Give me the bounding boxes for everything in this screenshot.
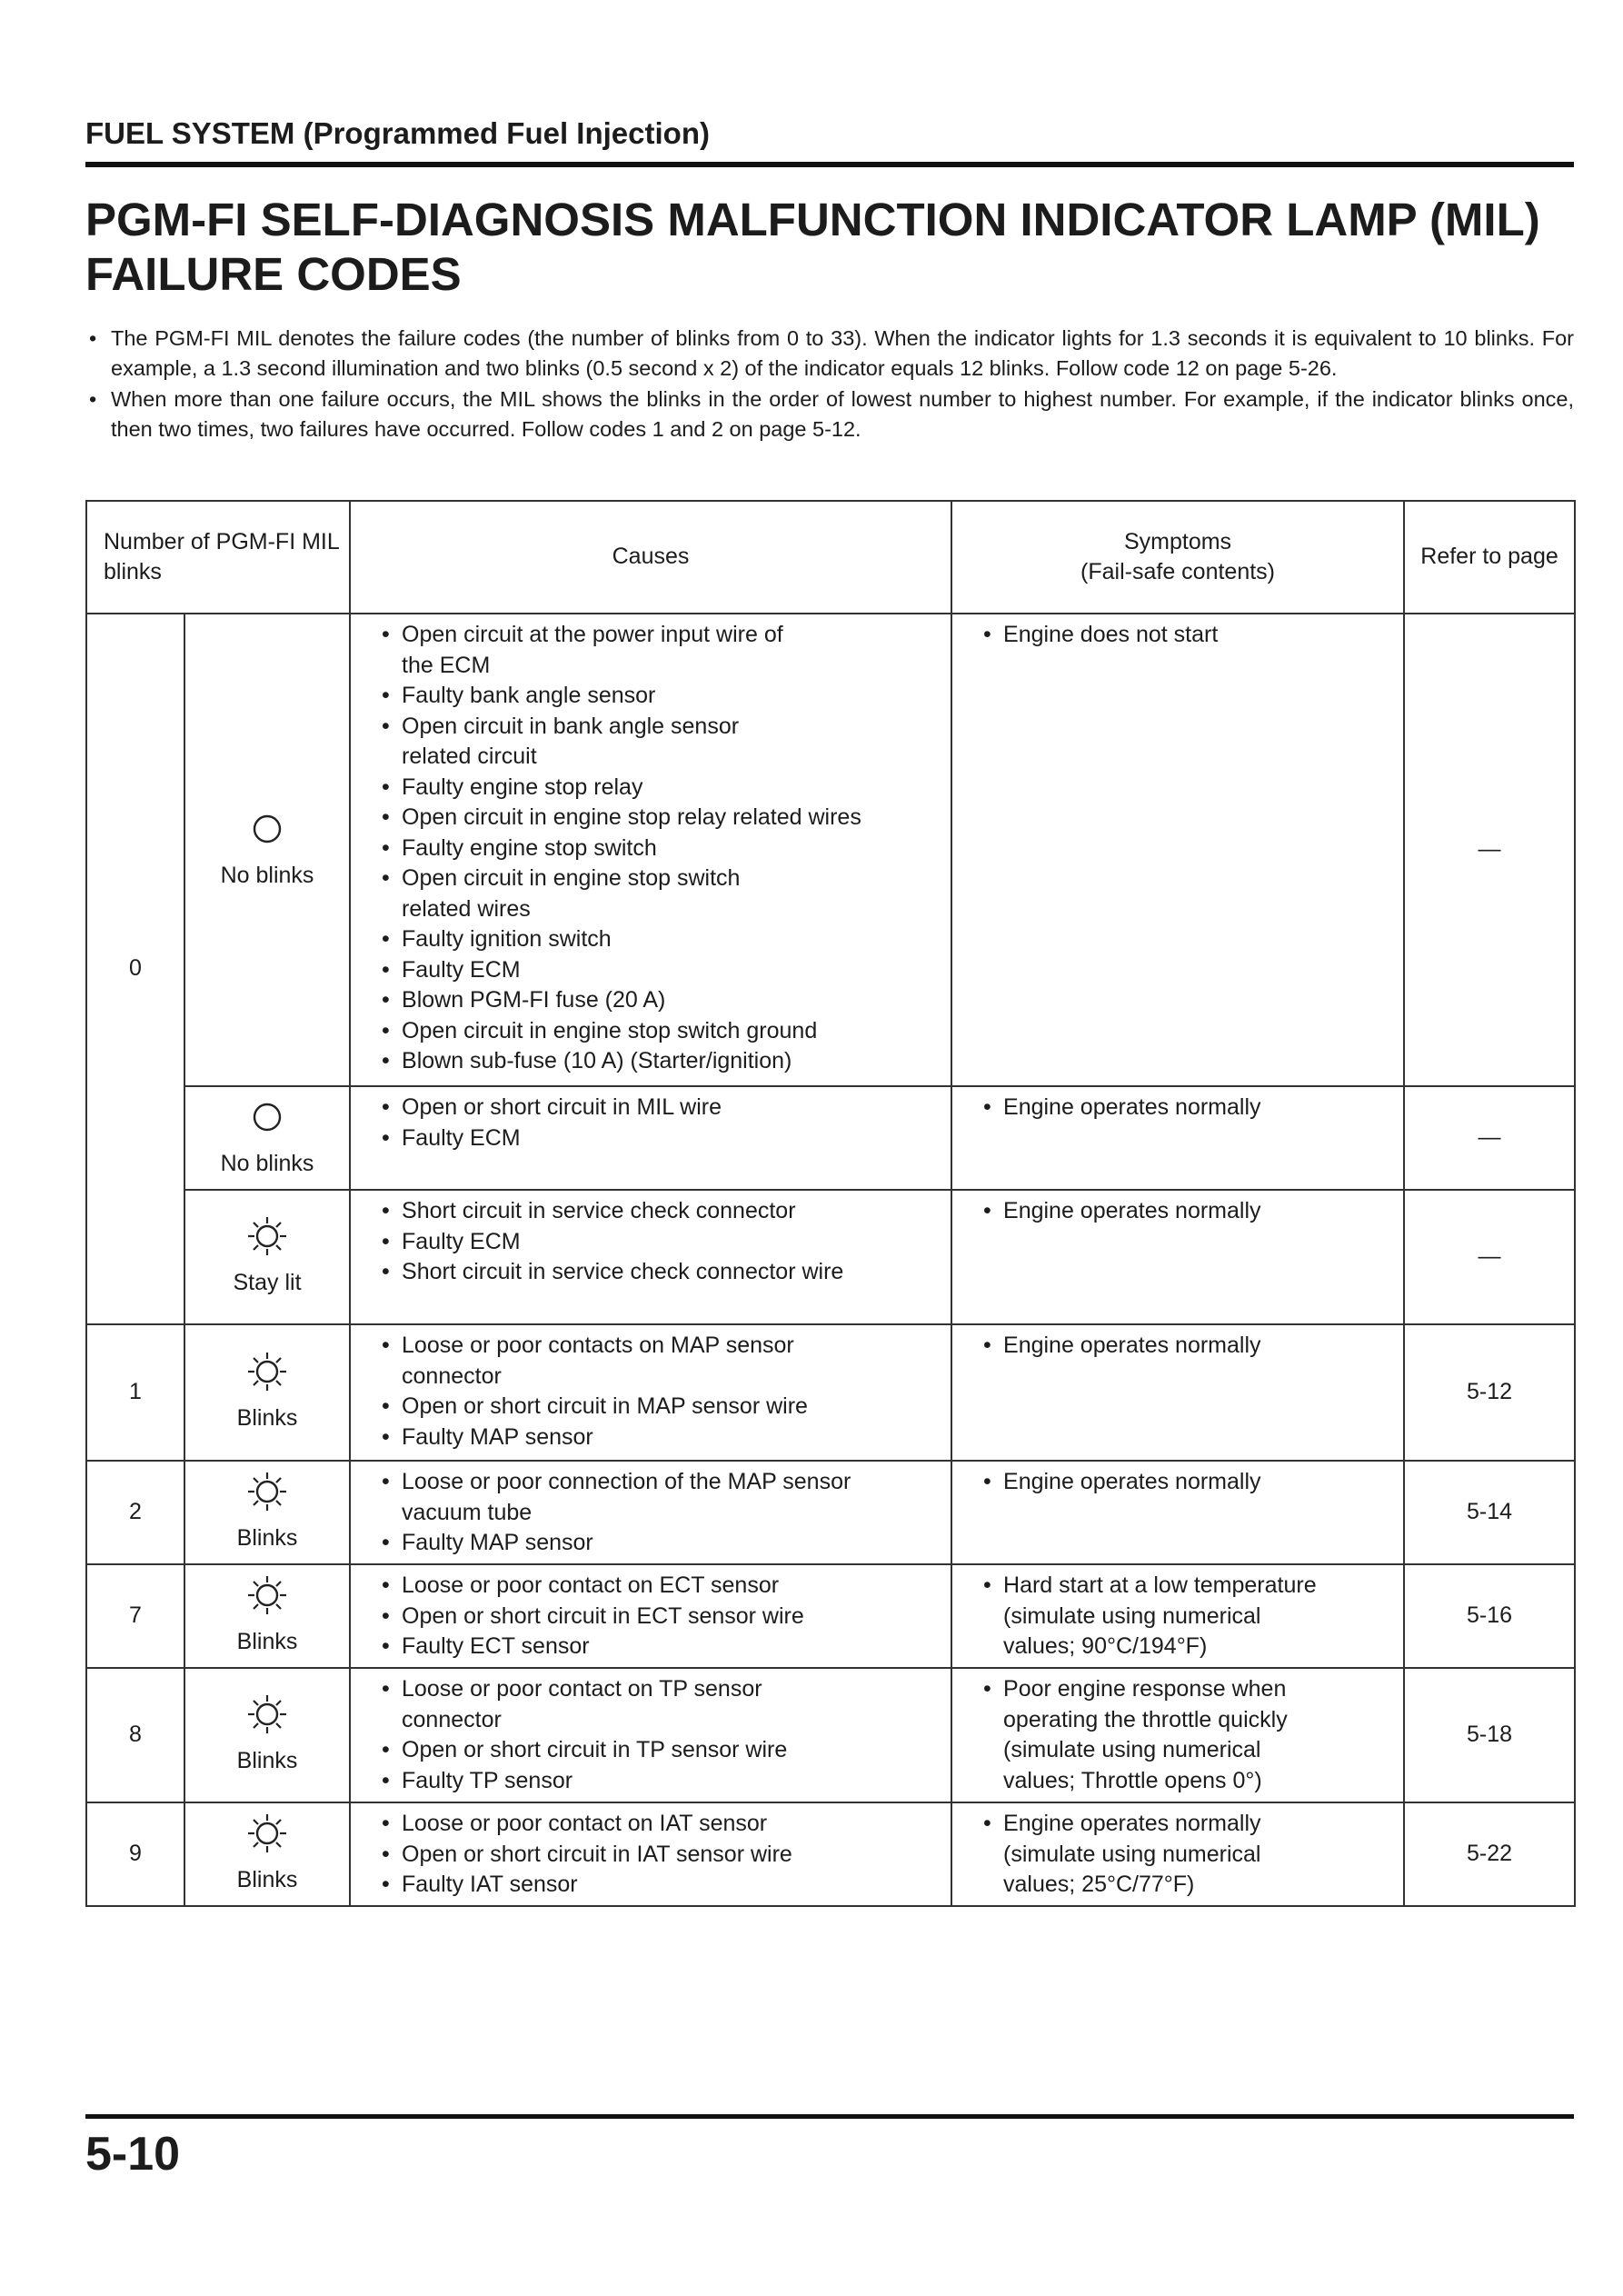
note-item: • The PGM-FI MIL denotes the failure codes (the number of blinks from 0 to 33). When the indicator lights for 1.3 seconds it is equivalent to 10 blinks. For example, a 1.3 second illumination and two blinks (0.5 second x 2) of the indicator equals 12 blinks. Follow code 12 on page 5-26. (85, 324, 1574, 384)
cause-list (382, 1571, 943, 1662)
lamp-lit-icon (247, 1216, 287, 1256)
table-row (86, 1802, 1575, 1906)
cause-item (382, 1196, 943, 1227)
page-title-line-1: PGM-FI SELF-DIAGNOSIS MALFUNCTION INDICATOR LAMP (MIL) (85, 194, 1540, 245)
header-causes: Causes (350, 501, 951, 614)
code-cell: 0 (86, 614, 184, 1324)
cause-item (382, 1632, 943, 1662)
cause-list (382, 1809, 943, 1901)
lamp-cell (184, 1086, 350, 1190)
table-header-row (86, 501, 1575, 614)
cause-line: • Open circuit in engine stop switch (402, 865, 741, 891)
causes-cell (350, 1802, 951, 1906)
cause-list (382, 1467, 943, 1559)
cause-item (382, 1571, 943, 1602)
lamp-lit-icon (247, 1472, 287, 1512)
cause-list (382, 1196, 943, 1288)
cause-line: • Loose or poor contact on IAT sensor (402, 1811, 768, 1836)
symptom-line: • Engine does not start (1003, 622, 1219, 647)
code-cell: 7 (86, 1564, 184, 1668)
header-symptoms-title: Symptoms (1123, 528, 1232, 554)
symptom-list (983, 1331, 1396, 1362)
cause-line: the ECM (402, 652, 491, 678)
causes-cell (350, 1461, 951, 1564)
symptom-item (983, 1196, 1396, 1227)
header-symptoms-sub: (Fail-safe contents) (1080, 559, 1275, 584)
cause-line: • Faulty engine stop relay (402, 774, 643, 800)
table-row (86, 1668, 1575, 1802)
symptom-item (983, 1467, 1396, 1498)
symptom-list (983, 1467, 1396, 1498)
table-row (86, 1324, 1575, 1461)
symptom-line: • Engine operates normally (1003, 1094, 1261, 1120)
symptom-line: • Engine operates normally (1003, 1469, 1261, 1494)
cause-line: • Short circuit in service check connector (402, 1198, 796, 1223)
lamp-label: Blinks (236, 1867, 298, 1892)
lamp-cell (184, 1190, 350, 1324)
symptom-list (983, 1571, 1396, 1662)
table-row (86, 1190, 1575, 1324)
symptoms-cell (951, 1668, 1404, 1802)
cause-item (382, 1840, 943, 1871)
table-row (86, 614, 1575, 1086)
symptom-item (983, 620, 1396, 651)
cause-line: • Open or short circuit in MIL wire (402, 1094, 722, 1120)
lamp-lit-icon (247, 1813, 287, 1853)
cause-item (382, 1093, 943, 1123)
cause-line: • Faulty ECM (402, 956, 521, 983)
cause-line: • Open circuit in engine stop relay related wires (402, 804, 861, 830)
causes-cell (350, 1086, 951, 1190)
symptom-list (983, 1674, 1396, 1796)
cause-item (382, 712, 943, 773)
lamp-label: No blinks (220, 1151, 314, 1176)
cause-line: • Open or short circuit in TP sensor wire (402, 1737, 788, 1762)
cause-line: • Faulty engine stop switch (402, 834, 657, 861)
causes-cell (350, 614, 951, 1086)
notes-list (85, 324, 1574, 445)
lamp-label: No blinks (220, 863, 314, 888)
symptom-item (983, 1093, 1396, 1123)
cause-line: connector (402, 1706, 502, 1732)
cause-item (382, 1766, 943, 1797)
symptoms-cell (951, 1802, 1404, 1906)
cause-line: • Blown PGM-FI fuse (20 A) (402, 987, 666, 1013)
cause-item (382, 803, 943, 834)
cause-item (382, 620, 943, 681)
refer-page-cell: 5-14 (1404, 1461, 1575, 1564)
lamp-label: Blinks (236, 1405, 298, 1431)
symptom-line: (simulate using numerical (1003, 1602, 1261, 1629)
cause-line: • Open circuit at the power input wire of (402, 622, 783, 647)
cause-item (382, 955, 943, 986)
symptom-item (983, 1674, 1396, 1796)
cause-line: vacuum tube (402, 1499, 533, 1525)
symptom-line: (simulate using numerical (1003, 1737, 1261, 1762)
lamp-label: Blinks (236, 1629, 298, 1654)
refer-page-cell: 5-22 (1404, 1802, 1575, 1906)
causes-cell (350, 1564, 951, 1668)
cause-line: • Loose or poor contacts on MAP sensor (402, 1333, 794, 1358)
cause-item (382, 1528, 943, 1559)
symptom-list (983, 620, 1396, 651)
cause-line: • Loose or poor connection of the MAP sensor (402, 1469, 851, 1494)
cause-line: connector (402, 1363, 502, 1389)
symptoms-cell (951, 1324, 1404, 1461)
lamp-cell (184, 1802, 350, 1906)
symptom-line: • Engine operates normally (1003, 1811, 1261, 1836)
symptom-list (983, 1196, 1396, 1227)
symptom-line: values; 25°C/77°F) (1003, 1872, 1195, 1897)
refer-page-cell: — (1404, 1190, 1575, 1324)
cause-line: • Loose or poor contact on ECT sensor (402, 1572, 780, 1598)
cause-line: • Faulty ECM (402, 1124, 521, 1151)
cause-line: related wires (402, 895, 531, 922)
lamp-lit-icon (247, 1352, 287, 1392)
header-refer: Refer to page (1404, 501, 1575, 614)
symptom-line: • Poor engine response when (1003, 1676, 1287, 1702)
cause-item (382, 1423, 943, 1453)
symptom-list (983, 1093, 1396, 1123)
symptom-item (983, 1331, 1396, 1362)
cause-line: • Open or short circuit in ECT sensor wire (402, 1602, 804, 1629)
code-cell: 9 (86, 1802, 184, 1906)
cause-line: • Faulty ECM (402, 1228, 521, 1254)
lamp-lit-icon (247, 1575, 287, 1615)
note-item: • When more than one failure occurs, the MIL shows the blinks in the order of lowest number to highest number. For example, if the indicator blinks once, then two times, two failures have occurred. Follow codes 1 and 2 on page 5-12. (85, 384, 1574, 444)
table-row (86, 1461, 1575, 1564)
header-rule (85, 162, 1574, 167)
cause-item (382, 1227, 943, 1258)
cause-line: • Faulty MAP sensor (402, 1423, 593, 1450)
cause-item (382, 834, 943, 864)
cause-line: • Faulty ECT sensor (402, 1633, 590, 1659)
cause-item (382, 1602, 943, 1632)
code-cell: 8 (86, 1668, 184, 1802)
lamp-off-icon (247, 1097, 287, 1137)
symptom-item (983, 1571, 1396, 1662)
cause-line: • Open or short circuit in MAP sensor wire (402, 1393, 808, 1419)
lamp-cell (184, 1461, 350, 1564)
cause-item (382, 1467, 943, 1528)
lamp-cell (184, 1564, 350, 1668)
symptom-list (983, 1809, 1396, 1901)
cause-item (382, 1392, 943, 1423)
cause-item (382, 1331, 943, 1392)
page-number: 5-10 (85, 2128, 181, 2181)
cause-line: • Blown sub-fuse (10 A) (Starter/ignition) (402, 1048, 792, 1073)
cause-list (382, 1331, 943, 1452)
causes-cell (350, 1190, 951, 1324)
refer-page-cell: — (1404, 614, 1575, 1086)
cause-item (382, 1735, 943, 1766)
cause-item (382, 1257, 943, 1288)
lamp-cell (184, 1324, 350, 1461)
lamp-cell (184, 614, 350, 1086)
refer-page-cell: 5-12 (1404, 1324, 1575, 1461)
cause-line: • Loose or poor contact on TP sensor (402, 1676, 762, 1702)
cause-item (382, 1870, 943, 1901)
cause-item (382, 681, 943, 712)
cause-line: • Faulty IAT sensor (402, 1872, 578, 1897)
table-row (86, 1086, 1575, 1190)
section-header: FUEL SYSTEM (Programmed Fuel Injection) (85, 116, 710, 150)
cause-item (382, 924, 943, 955)
lamp-label: Stay lit (233, 1270, 302, 1295)
lamp-lit-icon (247, 1694, 287, 1734)
causes-cell (350, 1324, 951, 1461)
cause-list (382, 1093, 943, 1153)
symptom-line: • Hard start at a low temperature (1003, 1572, 1317, 1598)
cause-item (382, 1123, 943, 1154)
cause-line: • Faulty TP sensor (402, 1767, 573, 1793)
lamp-label: Blinks (236, 1748, 298, 1773)
cause-item (382, 1046, 943, 1077)
refer-page-cell: — (1404, 1086, 1575, 1190)
symptom-line: values; 90°C/194°F) (1003, 1633, 1208, 1659)
cause-item (382, 985, 943, 1016)
cause-item (382, 1674, 943, 1735)
cause-line: • Open circuit in bank angle sensor (402, 713, 740, 739)
header-symptoms (951, 501, 1404, 614)
cause-line: • Faulty ignition switch (402, 926, 612, 952)
lamp-label: Blinks (236, 1525, 298, 1551)
cause-line: related circuit (402, 744, 537, 769)
cause-item (382, 1016, 943, 1047)
cause-item (382, 1809, 943, 1840)
lamp-cell (184, 1668, 350, 1802)
symptom-item (983, 1809, 1396, 1901)
cause-item (382, 863, 943, 924)
cause-line: • Open or short circuit in IAT sensor wire (402, 1841, 792, 1867)
cause-line: • Short circuit in service check connector wire (402, 1259, 844, 1284)
symptom-line: • Engine operates normally (1003, 1333, 1261, 1358)
symptoms-cell (951, 614, 1404, 1086)
symptom-line: (simulate using numerical (1003, 1841, 1261, 1867)
cause-line: • Open circuit in engine stop switch ground (402, 1017, 818, 1043)
cause-line: • Faulty bank angle sensor (402, 683, 656, 708)
failure-codes-table (85, 500, 1576, 1907)
symptom-line: • Engine operates normally (1003, 1198, 1261, 1223)
page-title-line-2: FAILURE CODES (85, 248, 462, 300)
cause-line: • Faulty MAP sensor (402, 1530, 593, 1555)
symptom-line: operating the throttle quickly (1003, 1706, 1288, 1732)
cause-list (382, 1674, 943, 1796)
symptom-line: values; Throttle opens 0°) (1003, 1767, 1262, 1793)
symptoms-cell (951, 1190, 1404, 1324)
causes-cell (350, 1668, 951, 1802)
header-blinks: Number of PGM-FI MIL blinks (86, 501, 350, 614)
cause-item (382, 773, 943, 804)
symptoms-cell (951, 1564, 1404, 1668)
symptoms-cell (951, 1086, 1404, 1190)
code-cell: 1 (86, 1324, 184, 1461)
symptoms-cell (951, 1461, 1404, 1564)
footer-rule (85, 2114, 1574, 2119)
cause-list (382, 620, 943, 1077)
code-cell: 2 (86, 1461, 184, 1564)
refer-page-cell: 5-16 (1404, 1564, 1575, 1668)
table-row (86, 1564, 1575, 1668)
page-title (85, 193, 1576, 302)
refer-page-cell: 5-18 (1404, 1668, 1575, 1802)
lamp-off-icon (247, 809, 287, 849)
